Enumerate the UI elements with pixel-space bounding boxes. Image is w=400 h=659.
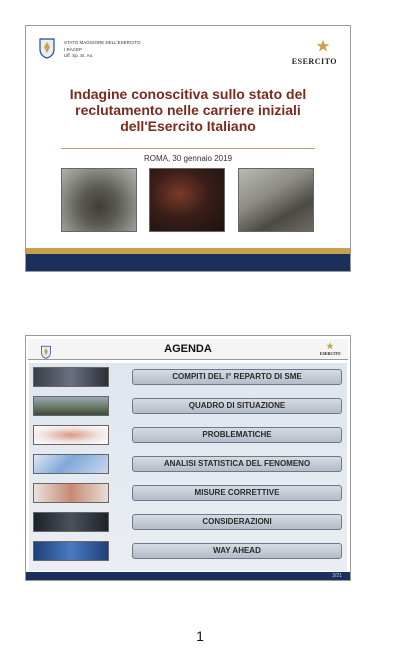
agenda-item-way-ahead[interactable]: WAY AHEAD [132, 543, 342, 559]
army-crest-icon [39, 37, 55, 59]
footer-navy-band [26, 254, 350, 272]
agenda-body [29, 363, 347, 571]
brand-logo-text: ESERCITO [291, 57, 337, 66]
agenda-thumb-3 [33, 425, 109, 445]
brand-logo-text: ESERCITO [320, 351, 341, 356]
agenda-thumb-4 [33, 454, 109, 474]
agenda-footer [26, 572, 350, 580]
agenda-item-analisi[interactable]: ANALISI STATISTICA DEL FENOMENO [132, 456, 342, 472]
agenda-slide [25, 335, 351, 581]
agenda-item-misure[interactable]: MISURE CORRETTIVE [132, 485, 342, 501]
title-slide [25, 25, 351, 272]
photo-soldier-night [149, 168, 225, 232]
page-number: 1 [196, 628, 204, 644]
brand-logo [320, 342, 340, 356]
agenda-header [28, 339, 348, 360]
star-icon [316, 39, 330, 53]
header-line: STATO MAGGIORE DELL'ESERCITO [64, 40, 141, 45]
slide-number: 2/21 [332, 573, 342, 579]
star-icon [326, 342, 334, 350]
header-line: Uff. Sp. St. An. [64, 53, 94, 58]
slide-title: Indagine conoscitiva sullo stato del reclutamento nelle carriere iniziali dell'Esercito Italiano [69, 86, 307, 134]
agenda-thumb-5 [33, 483, 109, 503]
agenda-thumb-1 [33, 367, 109, 387]
photo-soldier-rubble [238, 168, 314, 232]
agenda-thumb-7 [33, 541, 109, 561]
army-crest-icon [40, 345, 52, 359]
header-line: I RACEP [64, 46, 83, 52]
divider [61, 148, 315, 149]
header-text [64, 40, 141, 60]
agenda-item-considerazioni[interactable]: CONSIDERAZIONI [132, 514, 342, 530]
agenda-item-problematiche[interactable]: PROBLEMATICHE [132, 427, 342, 443]
photo-soldiers-field [61, 168, 137, 232]
agenda-item-compiti[interactable]: COMPITI DEL I° REPARTO DI SME [132, 369, 342, 385]
slide-date: ROMA, 30 gennaio 2019 [143, 154, 233, 163]
agenda-thumb-2 [33, 396, 109, 416]
agenda-thumb-6 [33, 512, 109, 532]
agenda-item-quadro[interactable]: QUADRO DI SITUAZIONE [132, 398, 342, 414]
agenda-title: AGENDA [164, 343, 212, 355]
